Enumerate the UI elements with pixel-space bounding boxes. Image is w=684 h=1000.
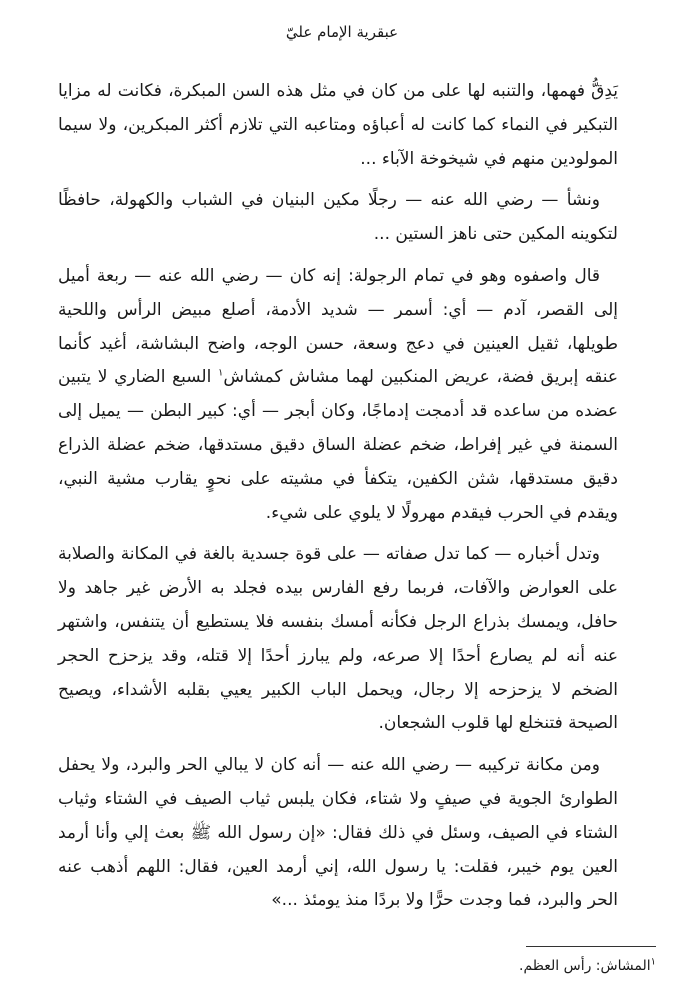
footnote-divider	[526, 946, 656, 947]
paragraph-1: يَدِقُّ فهمها، والتنبه لها على من كان في مثل هذه السن المبكرة، فكانت له مزايا التبكير في النماء كما كانت له أعباؤه ومتاعبه التي تلازم أكثر المبكرين، ولا سيما المولودين منهم في شيخوخة الآباء ...	[58, 81, 618, 169]
running-header: عبقرية الإمام عليّ	[285, 23, 399, 41]
paragraph-3	[58, 260, 618, 530]
footnote	[36, 956, 656, 976]
footnote-ref: ١	[218, 367, 224, 379]
paragraph-2: ونشأ — رضي الله عنه — رجلًا مكين البنيان في الشباب والكهولة، حافظًا لتكوينه المكين حتى ناهز الستين ...	[58, 190, 618, 245]
paragraph-4: وتدل أخباره — كما تدل صفاته — على قوة جسدية بالغة في المكانة والصلابة على العوارض والآفات، فربما رفع الفارس بيده فجلد به الأرض غير جاهد ولا حافل، ويمسك بذراع الرجل فكأنه أمسك بنفسه فلا يستطيع أن يتنفس، واشتهر عنه أنه لم يصارع أحدًا إلا صرعه، ولم يبارز أحدًا إلا قتله، وقد يزحزح الحجر الضخم لا يزحزحه إلا رجال، ويحمل الباب الكبير يعيي بقلبه الأشداء، ويصيح الصيحة فتنخلع لها قلوب الشجعان.	[58, 544, 618, 734]
paragraph-3-part-1: قال واصفوه وهو في تمام الرجولة: إنه كان — رضي الله عنه — ربعة أميل إلى القصر، آدم — أي: أسمر — شديد الأدمة، أصلع مبيض الرأس واللحية طويلها، ثقيل العينين في دعج وسعة، حسن الوجه، واضح البشاشة، أغيد كأنما عنقه إبريق فضة، عريض المنكبين لهما مشاش كمشاش	[58, 265, 619, 388]
footnote-marker: ١	[650, 956, 656, 968]
paragraph-5: ومن مكانة تركيبه — رضي الله عنه — أنه كان لا يبالي الحر والبرد، ولا يحفل الطوارئ الجوية في صيفٍ ولا شتاء، فكان يلبس ثياب الصيف في الشتاء وثياب الشتاء في الصيف، وسئل في ذلك فقال: «إن رسول الله ﷺ بعث إلي وأنا أرمد العين يوم خيبر، فقلت: يا رسول الله، إني أرمد العين، فقال: اللهم أذهب عنه الحر والبرد، فما وجدت حرًّا ولا بردًا منذ يومئذ ...»	[58, 755, 618, 911]
paragraph-3-part-2: السبع الضاري لا يتبين عضده من ساعده قد أدمجت إدماجًا، وكان أبجر — أي: كبير البطن — يميل إلى السمنة في غير إفراط، ضخم عضلة الساق دقيق مستدقها، ضخم عضلة الذراع دقيق مستدقها، شثن الكفين، يتكفأ في مشيته على نحوٍ يقارب مشية النبي، ويقدم في الحرب فيقدم مهرولًا لا يلوي على شيء.	[58, 367, 618, 523]
footnote-text: المشاش: رأس العظم.	[519, 958, 651, 974]
body-text	[58, 75, 618, 926]
